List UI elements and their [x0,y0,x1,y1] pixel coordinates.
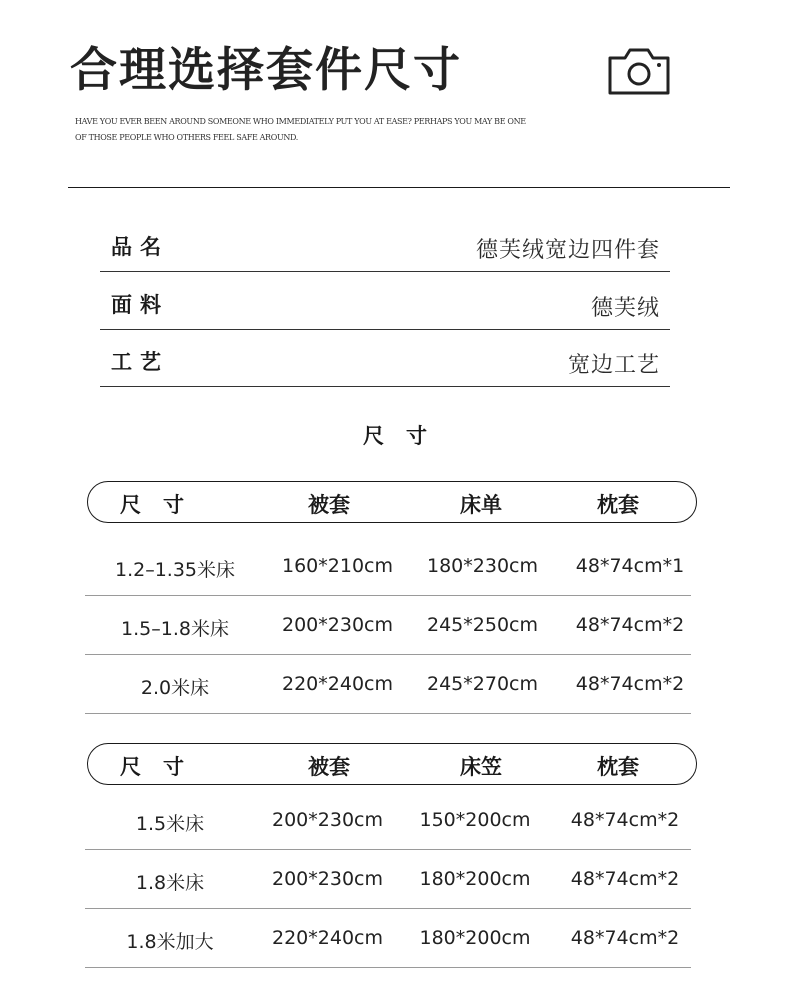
pillowcase-cell: 48*74cm*2 [570,868,680,890]
table-row [85,655,691,714]
info-value: 德芙绒宽边四件套 [475,238,660,263]
table2-header [87,743,697,785]
info-row-fabric [100,271,670,330]
sheet-cell: 245*270cm [427,673,538,695]
tagline: HAVE YOU EVER BEEN AROUND SOMEONE WHO IMMEDIATELY PUT YOU AT EASE? PERHAPS YOU MAY BE ONE OF THOSE PEOPLE WHO OTHERS FEEL SAFE AROUND. [75,117,526,142]
header-cell: 床单 [460,493,502,517]
header-cell: 被套 [308,493,350,517]
table-row [85,596,691,655]
fitted-sheet-cell: 180*200cm [419,868,531,890]
header-cell: 枕套 [597,493,639,517]
pillowcase-cell: 48*74cm*2 [570,809,680,831]
sheet-cell: 180*230cm [427,555,538,577]
header-cell: 枕套 [597,755,639,779]
pillowcase-cell: 48*74cm*2 [575,614,685,636]
duvet-cell: 200*230cm [282,614,393,636]
header-cell: 被套 [308,755,350,779]
page-title: 合理选择套件尺寸 [70,43,462,98]
size-cell: 1.5–1.8米床 [121,618,229,640]
info-row-name [100,213,670,272]
sheet-cell: 245*250cm [427,614,538,636]
size-cell: 2.0米床 [140,677,210,699]
header-cell: 尺寸 [120,493,206,517]
info-value: 宽边工艺 [567,353,660,378]
duvet-cell: 200*230cm [272,868,383,890]
size-cell: 1.8米床 [135,872,205,894]
info-value: 德芙绒 [590,296,660,321]
size-cell: 1.2–1.35米床 [114,559,236,581]
table-row [85,850,691,909]
duvet-cell: 220*240cm [272,927,383,949]
table-row [85,537,691,596]
fitted-sheet-cell: 180*200cm [419,927,531,949]
table-row [85,791,691,850]
info-key: 面料 [111,293,169,317]
table-row [85,909,691,968]
pillowcase-cell: 48*74cm*1 [575,555,685,577]
header-cell: 尺寸 [120,755,206,779]
fitted-sheet-cell: 150*200cm [419,809,531,831]
size-cell: 1.8米加大 [126,931,214,953]
size-cell: 1.5米床 [135,813,205,835]
duvet-cell: 220*240cm [282,673,393,695]
header-divider [68,187,730,188]
table1-header [87,481,697,523]
header-cell: 床笠 [460,755,502,779]
duvet-cell: 160*210cm [282,555,393,577]
pillowcase-cell: 48*74cm*2 [575,673,685,695]
info-key: 工艺 [111,350,169,374]
pillowcase-cell: 48*74cm*2 [570,927,680,949]
duvet-cell: 200*230cm [272,809,383,831]
camera-icon [607,44,671,96]
info-row-craft [100,328,670,387]
info-key: 品名 [111,235,169,259]
section-title: 尺寸 [363,424,449,448]
